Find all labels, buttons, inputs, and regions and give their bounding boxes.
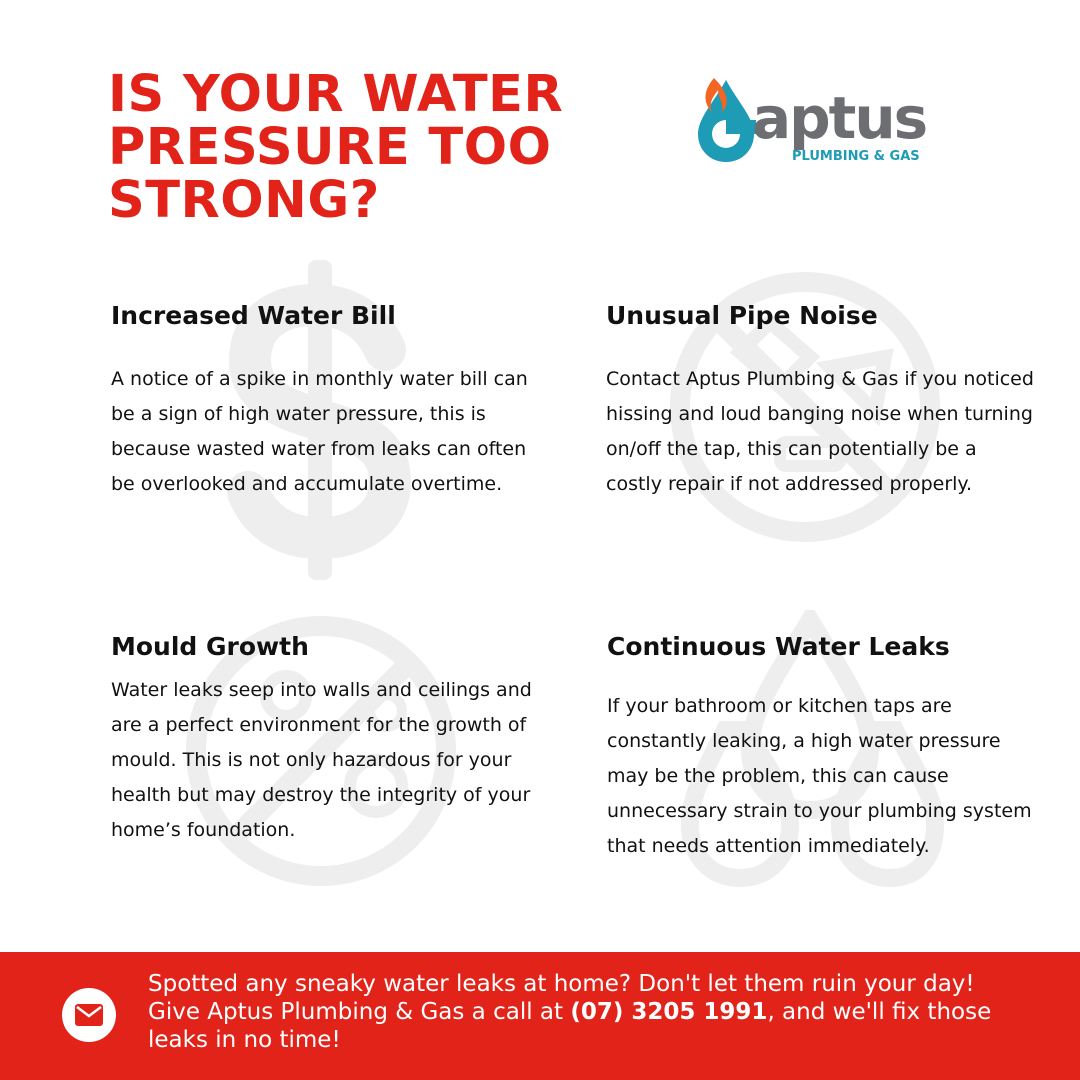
aptus-logo — [692, 72, 932, 168]
logo-tagline: PLUMBING & GAS — [792, 149, 920, 164]
card-increased-water-bill — [111, 300, 541, 502]
logo-mark — [692, 72, 932, 168]
footer-text-after: , and we'll fix those leaks in no time! — [148, 999, 992, 1053]
headline-line-3: STRONG? — [108, 171, 380, 230]
card-title: Continuous Water Leaks — [607, 632, 950, 661]
phone-number: (07) 3205 1991 — [570, 999, 768, 1025]
card-title: Increased Water Bill — [111, 301, 396, 330]
logo-wordmark: aptus — [752, 84, 927, 152]
card-body: A notice of a spike in monthly water bill can be a sign of high water pressure, this is because wasted water from leaks can often be overlooked and accumulate overtime. — [111, 368, 528, 495]
card-unusual-pipe-noise — [606, 300, 1036, 502]
headline — [108, 65, 564, 230]
footer-message — [148, 970, 1028, 1054]
footer-text-before: Spotted any sneaky water leaks at home? Don't let them ruin your day! Give Aptus Plumbing & Gas a call at — [148, 971, 975, 1025]
headline-line-2: PRESSURE TOO — [108, 118, 552, 177]
mail-icon — [62, 988, 116, 1042]
card-body: Contact Aptus Plumbing & Gas if you noticed hissing and loud banging noise when turning on/off the tap, this can potentially be a costly repair if not addressed properly. — [606, 368, 1034, 495]
card-title: Unusual Pipe Noise — [606, 301, 878, 330]
card-mould-growth — [111, 631, 541, 848]
headline-line-1: IS YOUR WATER — [108, 65, 564, 124]
card-continuous-water-leaks — [607, 631, 1037, 864]
footer-banner — [0, 952, 1080, 1080]
card-body: Water leaks seep into walls and ceilings and are a perfect environment for the growth of mould. This is not only hazardous for your health but may destroy the integrity of your home’s foundation. — [111, 679, 532, 841]
card-body: If your bathroom or kitchen taps are constantly leaking, a high water pressure may be the problem, this can cause unnecessary strain to your plumbing system that needs attention immediately. — [607, 695, 1032, 857]
card-title: Mould Growth — [111, 632, 309, 661]
